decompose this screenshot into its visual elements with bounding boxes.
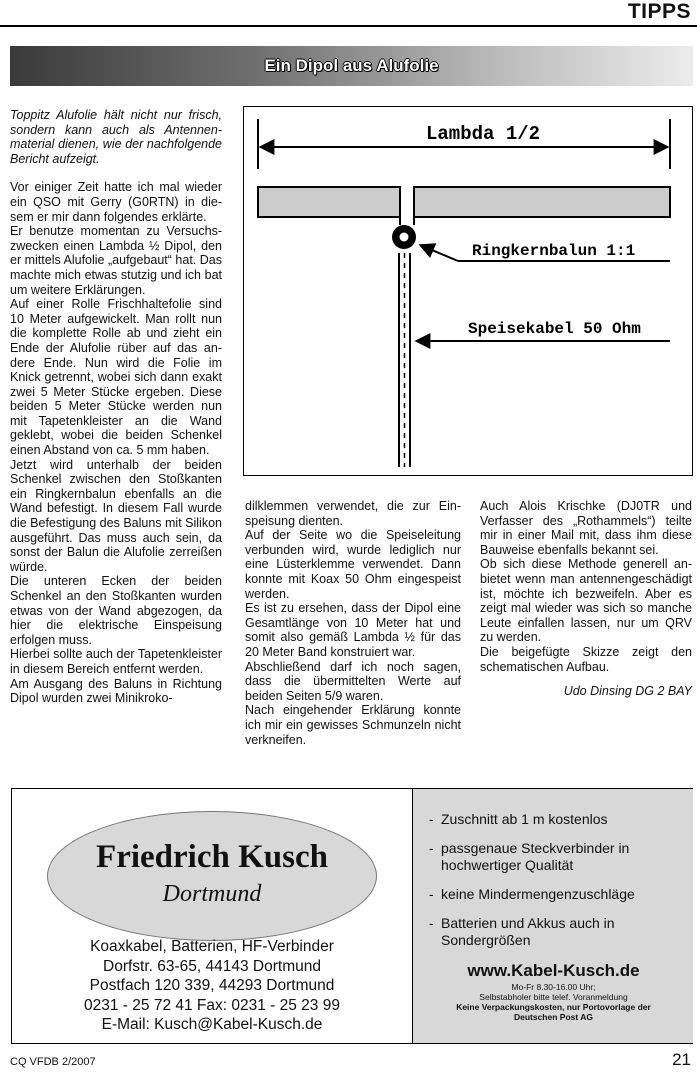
paragraph: Am Ausgang des Baluns in Richtung Dipol wurden zwei Minikroko- — [10, 676, 222, 706]
hours-line: Mo-Fr 8.30-16.00 Uhr; — [511, 982, 596, 992]
paragraph: Die beigefügte Skizze zeigt den schematischen Aufbau. — [480, 644, 692, 674]
ad-company-panel — [12, 789, 412, 1043]
author-signature: Udo Dinsing DG 2 BAY — [563, 684, 692, 699]
paragraph: Es ist zu ersehen, dass der Dipol eine Gesamtlänge von 10 Meter hat und somit also gemäß Lambda ½ für das 20 Meter Band konstruiert war. — [245, 601, 461, 659]
paragraph: dilklemmen verwendet, die zur Einspeisung dienten. — [245, 499, 461, 528]
contact-line: Dorfstr. 63-65, 44143 Dortmund — [103, 957, 321, 975]
balun-pointer — [420, 245, 458, 261]
dipole-diagram — [243, 106, 693, 476]
opening-hours — [413, 982, 694, 1002]
advertisement — [11, 788, 693, 1044]
paragraph: Nach eingehender Erklärung konnte ich mir ein gewisses Schmunzeln nicht verkneifen. — [245, 703, 461, 747]
length-label: Lambda 1/2 — [426, 123, 541, 145]
paragraph: Er benutze momentan zu Versuchszwecken einen Lambda ½ Dipol, den er mittels Alufolie „aufgebaut“ hat. Das machte mich etwas stutzig und ich bat um weitere Erklärungen. — [10, 224, 222, 297]
paragraph: Ob sich diese Methode generell anbietet wenn man antennengeschädigt ist, möchte ich bezweifeln. Aber es zeigt mal wieder was sich so manche Leute einfallen lassen, nur um QRV zu werden. — [480, 557, 692, 645]
company-contact — [12, 937, 412, 1035]
shipping-note — [413, 1002, 694, 1022]
shipping-line: Keine Verpackungskosten, nur Portovorlage der — [456, 1002, 651, 1012]
paragraph: Die unteren Ecken der beiden Schenkel an den Stoßkanten wurden etwas von der Wand abgezogen, da hier die elektrische Einspeisung erfolgen muss. — [10, 574, 222, 647]
feature-item: - keine Mindermengenzuschläge — [429, 886, 689, 903]
feed-cable-line — [399, 253, 410, 467]
dipole-leg-right — [414, 187, 670, 217]
issue-label: CQ VFDB 2/2007 — [10, 1056, 96, 1068]
contact-email: E-Mail: Kusch@Kabel-Kusch.de — [101, 1016, 323, 1033]
article-title: Ein Dipol aus Alufolie — [264, 56, 439, 75]
company-city: Dortmund — [162, 881, 262, 907]
paragraph: Auf der Seite wo die Speiseleitung verbunden wird, wurde lediglich nur eine Lüsterklemme verwendet. Dann konnte mit Koax 50 Ohm eingespeist werden. — [245, 528, 461, 601]
ad-features-panel — [412, 789, 693, 1043]
feed-label: Speisekabel 50 Ohm — [468, 320, 641, 338]
contact-line: 0231 - 25 72 41 Fax: 0231 - 25 23 99 — [84, 996, 340, 1014]
website-link[interactable]: www.Kabel-Kusch.de — [467, 961, 640, 980]
paragraph: Abschließend darf ich noch sagen, dass die übermittelten Werte auf beiden Seiten 5/9 waren. — [245, 659, 461, 703]
company-name: Friedrich Kusch — [96, 839, 328, 875]
feature-item: - Batterien und Akkus auch in Sondergrößen — [429, 915, 689, 949]
text-column-3 — [480, 499, 692, 699]
article-intro: Toppitz Alufolie hält nicht nur frisch, sondern kann auch als Antennenmaterial dienen, wie der nachfolgende Bericht aufzeigt. — [10, 108, 222, 166]
dipole-leg-left — [258, 187, 400, 217]
feature-item: - Zuschnitt ab 1 m kostenlos — [429, 811, 689, 828]
top-rule — [0, 25, 697, 27]
section-tag: TIPPS — [627, 0, 691, 23]
page-number: 21 — [672, 1050, 691, 1069]
hours-line: Selbstabholer bitte telef. Voranmeldung — [479, 992, 628, 1002]
text-column-2 — [245, 499, 461, 747]
contact-line: Postfach 120 339, 44293 Dortmund — [89, 977, 335, 994]
paragraph: Hierbei sollte auch der Tapetenkleister in diesem Bereich entfernt werden. — [10, 647, 222, 676]
feature-list — [429, 811, 689, 961]
article-title-bar — [10, 46, 693, 86]
paragraph: Jetzt wird unterhalb der beiden Schenkel zwischen den Stoßkanten ein Ringkernbalun ebenfalls an die Wand befestigt. In diesem Fall wurde die Befestigung des Baluns mit Silikon ausgeführt. Das muss auch sein, da sonst der Balun die Alufolie zerreißen würde. — [10, 457, 222, 574]
company-logo-oval — [47, 811, 377, 941]
paragraph: Auch Alois Krischke (DJ0TR und Verfasser des „Rothammels“) teilte mir in einer Mail mit, dass ihm diese Bauweise ebenfalls bekannt sei. — [480, 499, 692, 557]
shipping-line: Deutschen Post AG — [513, 1012, 594, 1022]
paragraph: Auf einer Rolle Frischhaltefolie sind 10 Meter aufgewickelt. Man rollt nun die komplette Rolle ab und zieht ein Ende der Alufolie rüber auf das andere Ende. Nun wird die Folie im Knick getrennt, wobei sich dann exakt zwei 5 Meter Stücke ergeben. Diese beiden 5 Meter Stücke werden nun mit Tapetenkleister an die Wand geklebt, wobei die beiden Schenkel einen Abstand von ca. 5 mm haben. — [10, 297, 222, 458]
contact-line: Koaxkabel, Batterien, HF-Verbinder — [90, 938, 334, 955]
paragraph: Vor einiger Zeit hatte ich mal wieder ein QSO mit Gerry (G0RTN) in diesem er mir dann folgendes erklärte. — [10, 180, 222, 224]
balun-label: Ringkernbalun 1:1 — [472, 242, 636, 260]
feature-item: - passgenaue Steckverbinder in hochwertiger Qualität — [429, 840, 689, 874]
text-column-1 — [10, 108, 222, 706]
